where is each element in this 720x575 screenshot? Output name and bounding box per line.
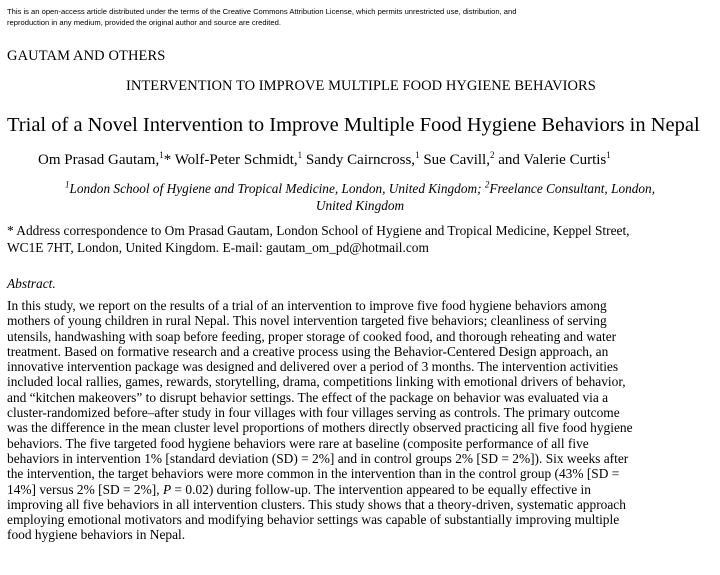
abstract-line: and “kitchen makeovers” to disrupt behavior settings. The effect of the package on behavior was evaluated via a (7, 389, 609, 405)
abstract-line (7, 482, 715, 497)
running-head-authors: GAUTAM AND OTHERS (7, 48, 166, 64)
abstract-line: mothers of young children in rural Nepal. This novel intervention targeted five behaviors; cleanliness of serving (7, 313, 607, 329)
author-separator: * (163, 152, 175, 168)
affiliation-marker: 1 (64, 179, 70, 190)
abstract-line: innovative intervention package was designed and delivered over a period of 3 months. The intervention activities (7, 359, 619, 375)
affiliation-marker: 1 (606, 150, 611, 160)
abstract-body (7, 298, 715, 543)
affiliation-line-1 (20, 181, 700, 198)
affiliation-text: Freelance Consultant, London, (489, 181, 656, 196)
abstract-line: In this study, we report on the results of a trial of an intervention to improve five food hygiene behaviors among (7, 298, 607, 313)
correspondence-line-2: WC1E 7HT, London, United Kingdom. E-mail: gautam_om_pd@hotmail.com (7, 239, 429, 255)
correspondence-note (7, 223, 712, 256)
author-name: Sandy Cairncross, (305, 152, 416, 168)
abstract-line: was the difference in the mean cluster level proportions of mothers directly observed practicing all five food hygiene (7, 420, 633, 436)
author-name: Sue Cavill, (423, 152, 490, 168)
affiliation-marker: 1 (415, 150, 420, 160)
abstract-line: behaviors in intervention 1% [standard deviation (SD) = 2%] and in control groups 2% [SD = 2%]). Six weeks after (7, 450, 629, 466)
article-title: Trial of a Novel Intervention to Improve Multiple Food Hygiene Behaviors in Nepal (7, 114, 700, 136)
abstract-line: included local rallies, games, rewards, storytelling, drama, competitions linking with emotional drivers of behavior, (7, 374, 626, 390)
author-name: and Valerie Curtis (498, 152, 607, 168)
license-notice (7, 6, 707, 28)
affiliation-line-2: United Kingdom (315, 197, 405, 213)
abstract-text: 14%] versus 2% [SD = 2%], (7, 481, 163, 497)
abstract-line: improving all five behaviors in all intervention clusters. This study shows that a theory-driven, systematic approach (7, 496, 626, 512)
abstract-heading: Abstract. (7, 276, 56, 291)
license-line-2: reproduction in any medium, provided the original author and source are credited. (7, 18, 281, 27)
license-line-1: This is an open-access article distributed under the terms of the Creative Commons Attribution License, which permits unrestricted use, distribution, and (7, 7, 517, 16)
affiliation-marker: 1 (297, 150, 303, 160)
abstract-text: = 0.02) during follow-up. The intervention appeared to be equally effective in (174, 481, 591, 497)
abstract-line: food hygiene behaviors in Nepal. (7, 527, 186, 543)
correspondence-line-1: * Address correspondence to Om Prasad Gautam, London School of Hygiene and Tropical Medicine, Keppel Street, (7, 223, 630, 238)
author-name: Om Prasad Gautam, (38, 152, 160, 168)
affiliation-text: London School of Hygiene and Tropical Medicine, London, United Kingdom; (69, 181, 485, 196)
running-head-title: INTERVENTION TO IMPROVE MULTIPLE FOOD HYGIENE BEHAVIORS (126, 78, 596, 94)
abstract-line: the intervention, the target behaviors were more common in the intervention than in the control group (43% [SD = (7, 466, 620, 482)
abstract-line: behaviors. The five targeted food hygiene behaviors were rare at baseline (composite performance of all five (7, 435, 589, 451)
p-value-symbol: P (162, 481, 172, 497)
affiliation-marker: 2 (489, 150, 495, 160)
affiliations (20, 181, 700, 214)
abstract-line: utensils, handwashing with soap before feeding, proper storage of cooked food, and thorough reheating and water (7, 328, 617, 344)
author-list (38, 152, 611, 169)
abstract-line: employing emotional motivators and modifying behavior settings was capable of substantially improving multiple (7, 512, 620, 528)
affiliation-marker: 2 (484, 179, 490, 190)
abstract-line: treatment. Based on formative research and a creative process using the Behavior-Centered Design approach, an (7, 343, 609, 359)
abstract-line: cluster-randomized before–after study in four villages with four villages serving as controls. The primary outcome (7, 405, 620, 421)
author-name: Wolf-Peter Schmidt, (174, 152, 298, 168)
affiliation-marker: 1 (159, 150, 164, 160)
